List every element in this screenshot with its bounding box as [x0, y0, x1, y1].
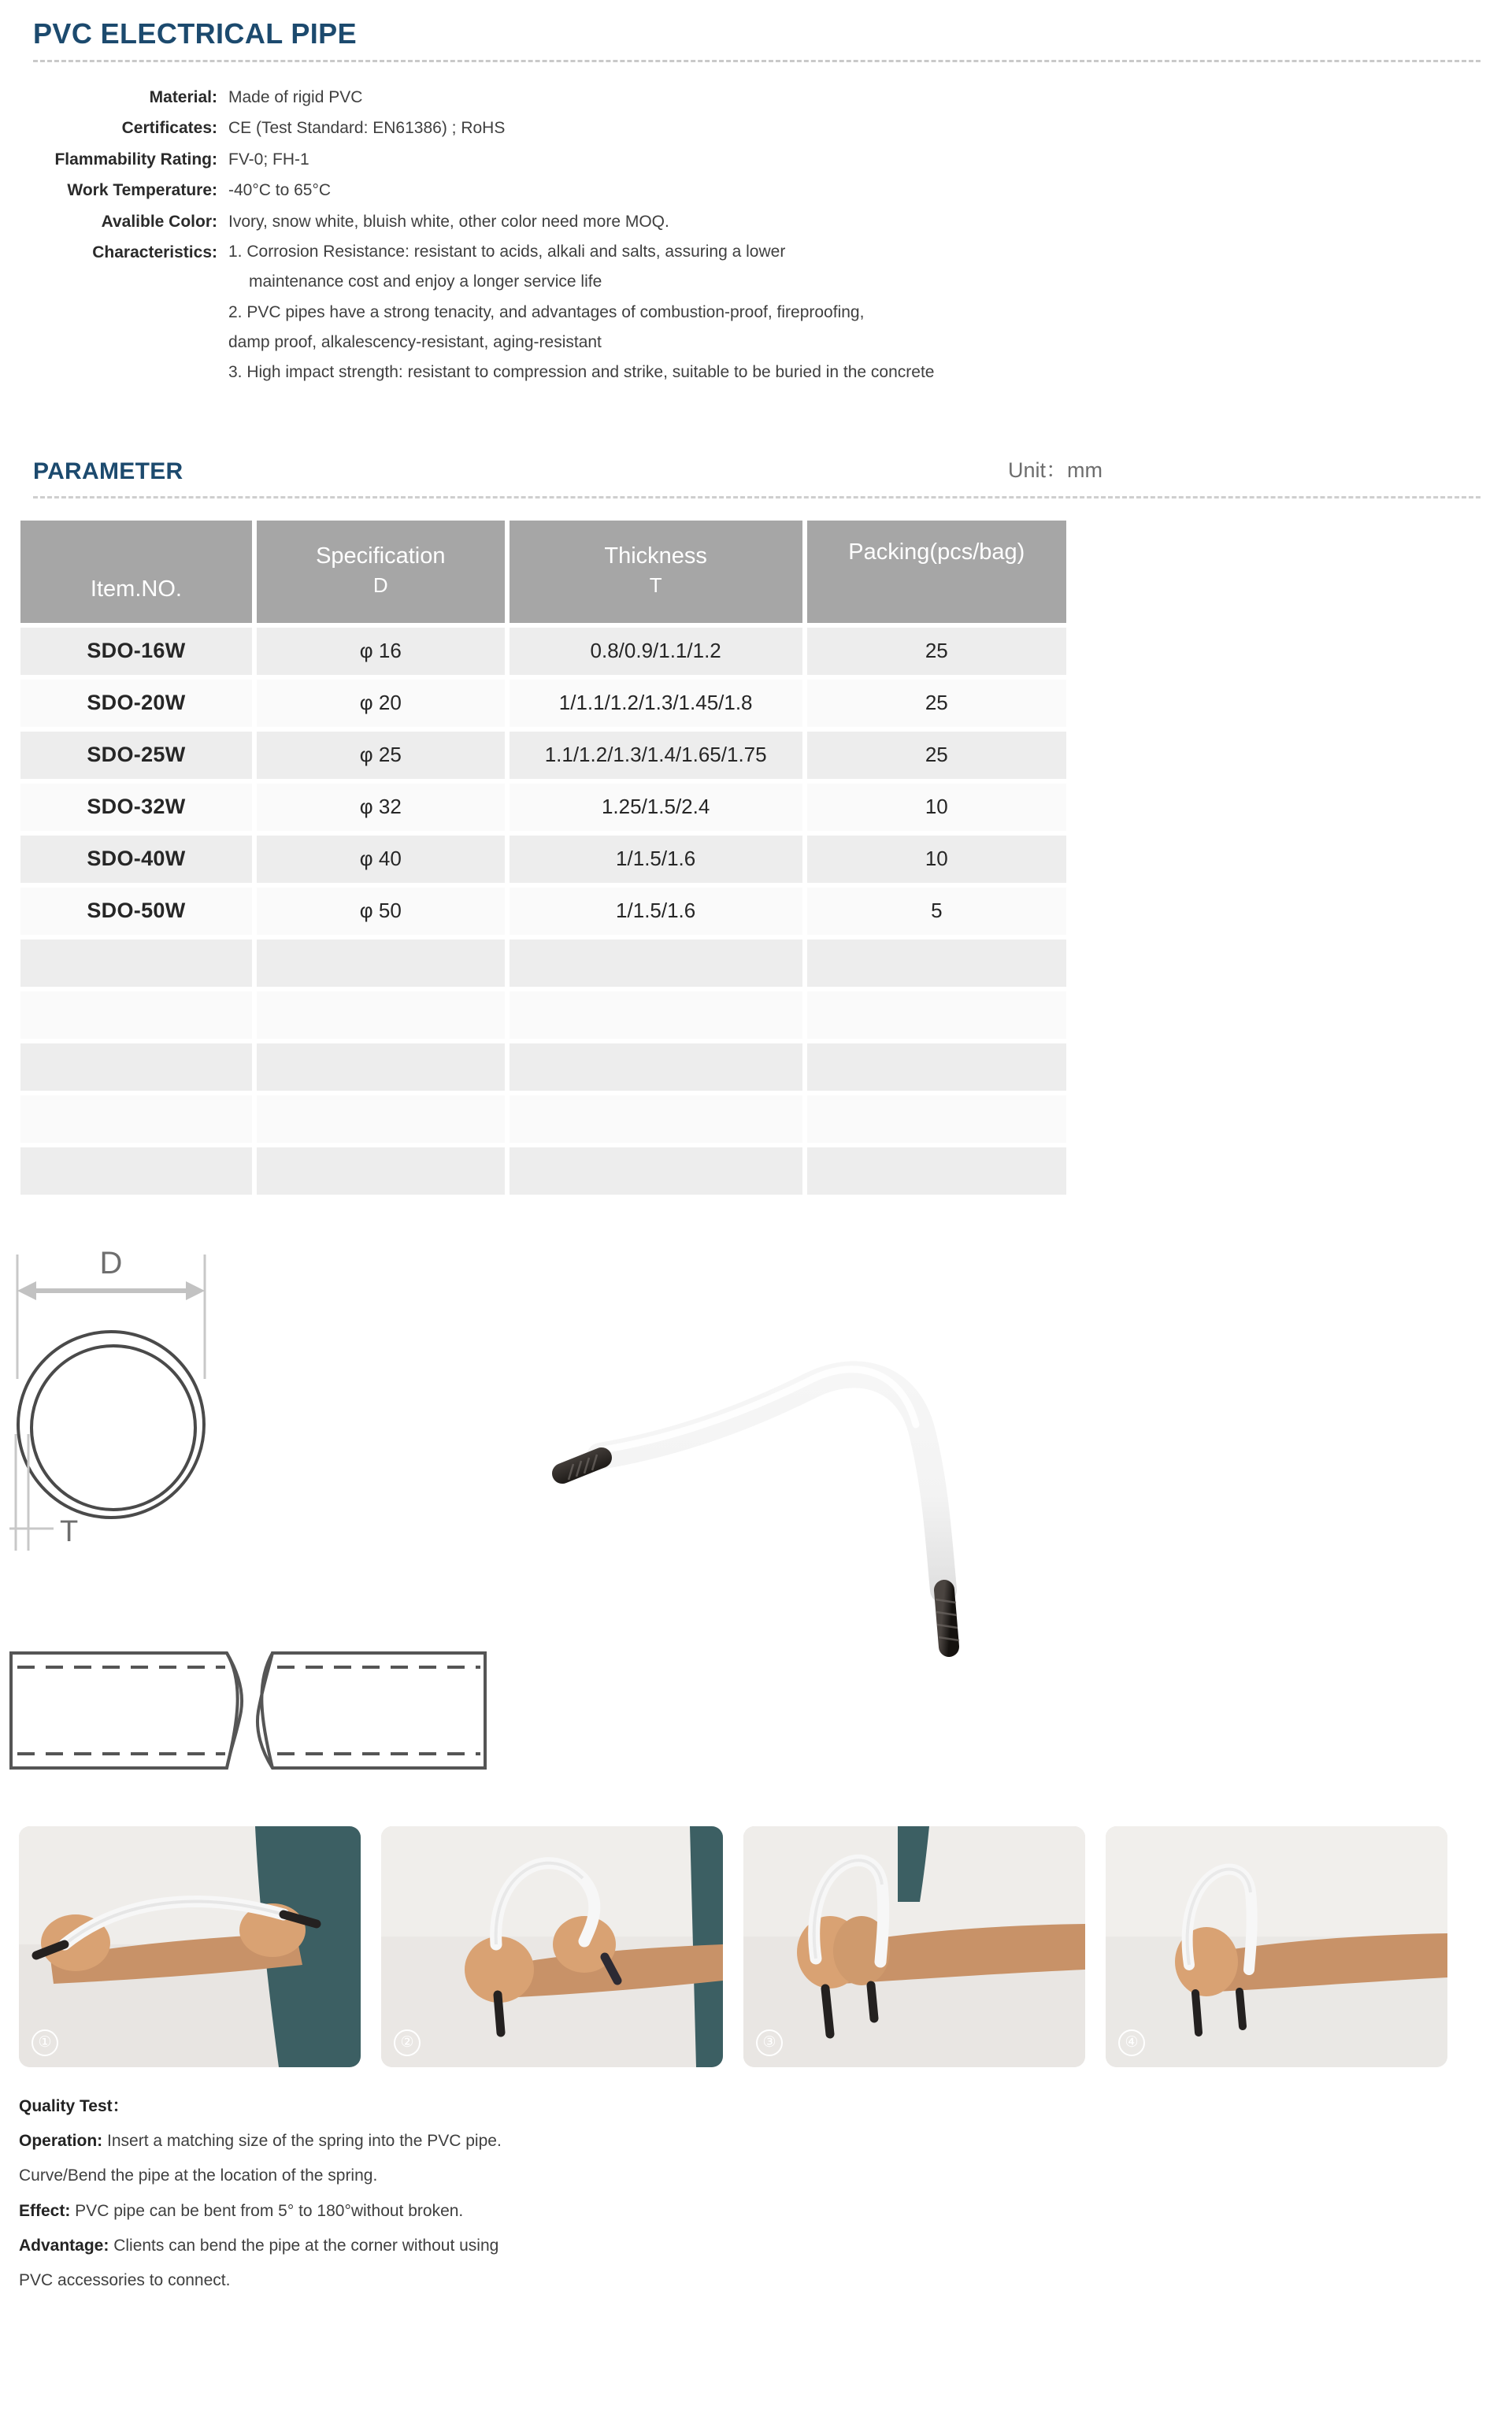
table-row-empty: [20, 991, 1066, 1039]
photo-3-illustration: [743, 1826, 1085, 2067]
table-cell-thickness-empty: [510, 1043, 802, 1091]
table-header-item-no-label: Item.NO.: [90, 576, 182, 602]
quality-advantage-text: Clients can bend the pipe at the corner without using: [109, 2236, 499, 2255]
table-cell-specification: φ 16: [257, 628, 505, 675]
table-row: [20, 628, 1066, 675]
quality-operation-line: [19, 2130, 1480, 2151]
table-cell-thickness: 1/1.5/1.6: [510, 836, 802, 883]
photo-badge-3: ③: [756, 2029, 783, 2056]
table-cell-specification-empty: [257, 1043, 505, 1091]
table-cell-packing: 10: [807, 836, 1066, 883]
table-cell-item-no-empty: [20, 991, 252, 1039]
table-cell-specification-empty: [257, 940, 505, 987]
spec-label-material: Material:: [149, 88, 217, 106]
photo-2-illustration: [381, 1826, 723, 2067]
table-cell-packing: 25: [807, 680, 1066, 727]
table-cell-item-no: SDO-32W: [20, 784, 252, 831]
table-cell-item-no-empty: [20, 1043, 252, 1091]
table-cell-item-no: SDO-40W: [20, 836, 252, 883]
spec-row-flammability: [32, 148, 1512, 172]
characteristic-item-2: 2. PVC pipes have a strong tenacity, and advantages of combustion-proof, fireproofing,: [228, 302, 865, 321]
quality-test-block: [0, 2067, 1512, 2337]
table-cell-specification: φ 32: [257, 784, 505, 831]
parameter-title: PARAMETER: [33, 458, 183, 484]
table-cell-packing: 5: [807, 888, 1066, 935]
photo-badge-4: ④: [1118, 2029, 1145, 2056]
spec-label-work-temperature: Work Temperature:: [67, 181, 217, 200]
table-row: [20, 888, 1066, 935]
table-cell-thickness-empty: [510, 940, 802, 987]
table-cell-thickness-empty: [510, 1147, 802, 1195]
characteristic-item-3: 3. High impact strength: resistant to compression and strike, suitable to be buried in the concrete: [228, 363, 935, 382]
quality-advantage-label: Advantage:: [19, 2236, 109, 2255]
table-cell-specification: φ 25: [257, 732, 505, 779]
quality-operation-label: Operation:: [19, 2131, 103, 2150]
table-cell-thickness: 1.1/1.2/1.3/1.4/1.65/1.75: [510, 732, 802, 779]
document-header: [0, 0, 1512, 62]
characteristics-list: [228, 241, 934, 383]
table-cell-packing-empty: [807, 991, 1066, 1039]
table-header-specification-label: Specification: [316, 543, 446, 569]
table-row: [20, 836, 1066, 883]
table-body: [20, 628, 1066, 1195]
spec-row-work-temperature: [32, 179, 1512, 202]
table-cell-thickness: 0.8/0.9/1.1/1.2: [510, 628, 802, 675]
table-header-packing: [807, 521, 1066, 623]
table-cell-item-no: SDO-16W: [20, 628, 252, 675]
quality-advantage-line2: PVC accessories to connect.: [19, 2271, 231, 2290]
diameter-label: D: [99, 1245, 123, 1281]
table-head: [20, 521, 1066, 623]
table-cell-specification-empty: [257, 1095, 505, 1143]
table-cell-packing-empty: [807, 1043, 1066, 1091]
pipe-side-view-diagram: [8, 1636, 528, 1789]
table-cell-thickness-empty: [510, 1095, 802, 1143]
diagram-area: [0, 1236, 1512, 1818]
table-cell-specification-empty: [257, 991, 505, 1039]
page-title: PVC ELECTRICAL PIPE: [33, 17, 358, 50]
spec-value-work-temperature: -40°C to 65°C: [228, 181, 332, 200]
table-header-packing-label: Packing(pcs/bag): [848, 539, 1025, 565]
table-cell-item-no-empty: [20, 1095, 252, 1143]
quality-effect-line: [19, 2200, 1480, 2222]
table-row-empty: [20, 940, 1066, 987]
specification-list: [0, 86, 1512, 384]
spec-row-available-color: [32, 210, 1512, 234]
table-row: [20, 680, 1066, 727]
spec-label-flammability: Flammability Rating:: [54, 150, 217, 169]
table-row-empty: [20, 1147, 1066, 1195]
parameter-header: [0, 453, 1512, 485]
quality-test-heading: [19, 2096, 1480, 2117]
parameter-divider: [33, 496, 1480, 498]
spec-value-material: Made of rigid PVC: [228, 88, 363, 106]
table-cell-specification-empty: [257, 1147, 505, 1195]
table-cell-item-no-empty: [20, 940, 252, 987]
table-cell-thickness: 1.25/1.5/2.4: [510, 784, 802, 831]
parameter-unit-label: Unit：mm: [1008, 458, 1102, 482]
quality-test-photo-4: [1106, 1826, 1447, 2067]
table-header-thickness-label: Thickness: [604, 543, 707, 569]
table-cell-thickness-empty: [510, 991, 802, 1039]
header-divider: [33, 60, 1480, 62]
spec-label-characteristics: Characteristics:: [92, 243, 217, 262]
table-cell-packing-empty: [807, 1147, 1066, 1195]
table-cell-packing-empty: [807, 940, 1066, 987]
quality-operation-line2: Curve/Bend the pipe at the location of the spring.: [19, 2166, 378, 2185]
spec-label-available-color: Avalible Color:: [101, 212, 217, 231]
table-cell-item-no: SDO-25W: [20, 732, 252, 779]
quality-test-photo-strip: [0, 1826, 1512, 2067]
quality-test-photo-1: [19, 1826, 361, 2067]
parameter-table: [16, 516, 1071, 1199]
photo-4-illustration: [1106, 1826, 1447, 2067]
characteristic-item-2-cont: damp proof, alkalescency-resistant, aging-resistant: [228, 333, 602, 352]
quality-advantage-line: [19, 2235, 1480, 2256]
characteristic-item-1: 1. Corrosion Resistance: resistant to acids, alkali and salts, assuring a lower: [228, 243, 786, 261]
spec-value-flammability: FV-0; FH-1: [228, 150, 309, 169]
table-cell-item-no-empty: [20, 1147, 252, 1195]
table-header-thickness: [510, 521, 802, 623]
table-header-item-no: [20, 521, 252, 623]
quality-test-photo-2: [381, 1826, 723, 2067]
quality-effect-text: PVC pipe can be bent from 5° to 180°without broken.: [70, 2201, 464, 2220]
spec-row-material: [32, 86, 1512, 109]
table-cell-item-no: SDO-50W: [20, 888, 252, 935]
pipe-cross-section-diagram: [8, 1236, 276, 1625]
table-row: [20, 732, 1066, 779]
table-header-row: [20, 521, 1066, 623]
table-cell-specification: φ 20: [257, 680, 505, 727]
table-row: [20, 784, 1066, 831]
quality-operation-text: Insert a matching size of the spring into the PVC pipe.: [102, 2131, 502, 2150]
thickness-label: T: [60, 1514, 79, 1548]
bent-pipe-product-photo: [551, 1354, 1040, 1688]
table-cell-item-no: SDO-20W: [20, 680, 252, 727]
quality-effect-label: Effect:: [19, 2201, 71, 2220]
table-row-empty: [20, 1095, 1066, 1143]
table-header-thickness-symbol: T: [649, 573, 662, 598]
spec-row-certificates: [32, 117, 1512, 140]
table-cell-packing: 25: [807, 732, 1066, 779]
table-cell-specification: φ 50: [257, 888, 505, 935]
spec-label-certificates: Certificates:: [121, 119, 217, 138]
table-header-specification: [257, 521, 505, 623]
parameter-table-container: [16, 516, 1071, 1199]
characteristic-item-1-cont: maintenance cost and enjoy a longer service life: [249, 272, 602, 291]
spec-value-certificates: CE (Test Standard: EN61386) ; RoHS: [228, 119, 506, 138]
table-cell-specification: φ 40: [257, 836, 505, 883]
photo-1-illustration: [19, 1826, 361, 2067]
table-cell-thickness: 1/1.5/1.6: [510, 888, 802, 935]
table-cell-packing-empty: [807, 1095, 1066, 1143]
photo-badge-1: ①: [32, 2029, 58, 2056]
table-cell-thickness: 1/1.1/1.2/1.3/1.45/1.8: [510, 680, 802, 727]
photo-badge-2: ②: [394, 2029, 421, 2056]
quality-test-photo-3: [743, 1826, 1085, 2067]
table-cell-packing: 25: [807, 628, 1066, 675]
spec-row-characteristics: [32, 241, 1512, 383]
spec-value-available-color: Ivory, snow white, bluish white, other color need more MOQ.: [228, 212, 669, 231]
table-cell-packing: 10: [807, 784, 1066, 831]
table-header-specification-symbol: D: [372, 573, 388, 598]
table-row-empty: [20, 1043, 1066, 1091]
quality-test-heading-label: Quality Test：: [19, 2096, 129, 2115]
